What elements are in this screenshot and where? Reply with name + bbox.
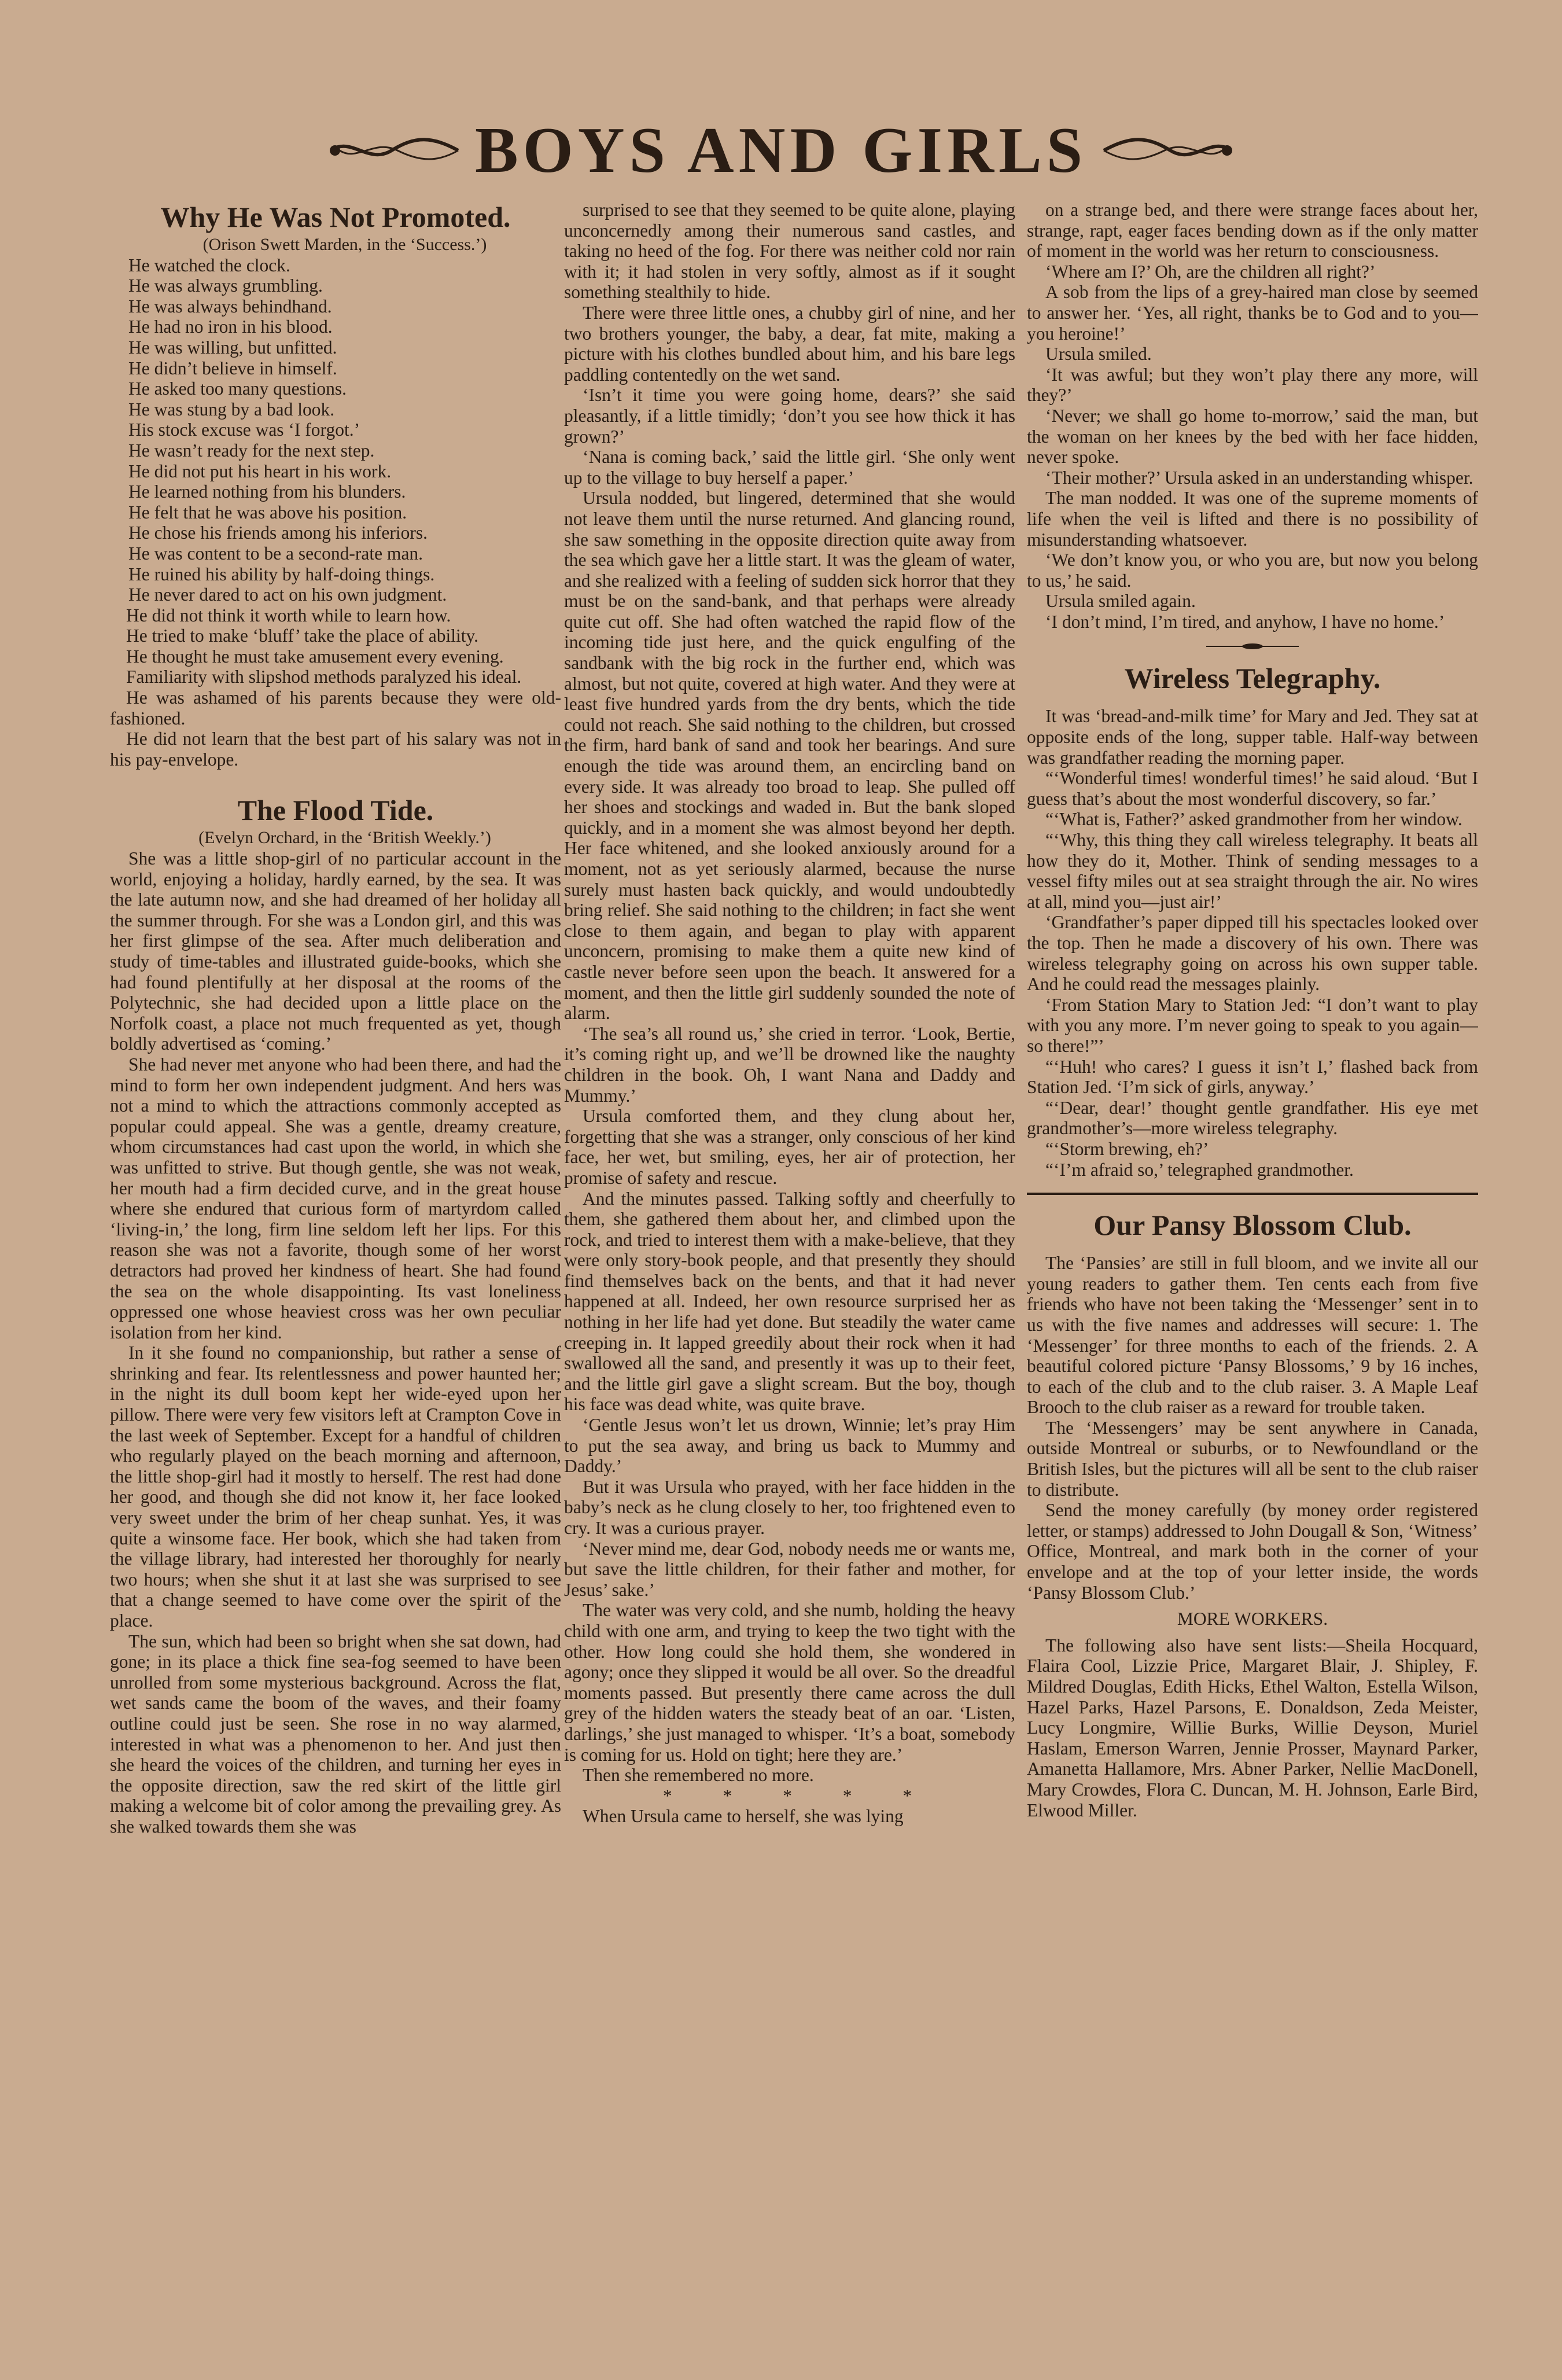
promoted-line: He had no iron in his blood. <box>128 317 333 337</box>
paragraph: ‘Isn’t it time you were going home, dears?’ she said pleasantly, if a little timidly; ‘don’t you see how thick it has grown?’ <box>564 385 1015 447</box>
promoted-list <box>110 255 561 770</box>
paragraph: When Ursula came to herself, she was lying <box>583 1806 904 1827</box>
paragraph: It was ‘bread-and-milk time’ for Mary and Jed. They sat at opposite ends of the long, supper table. Half-way between was grandfather reading the morning paper. <box>1027 706 1478 768</box>
promoted-line: He was content to be a second-rate man. <box>128 543 423 564</box>
paragraph: ‘Gentle Jesus won’t let us drown, Winnie; let’s pray Him to put the sea away, and bring us back to Mummy and Daddy.’ <box>564 1415 1015 1477</box>
wireless-body <box>1027 706 1478 1180</box>
paragraph: Ursula comforted them, and they clung about her, forgetting that she was a stranger, only conscious of her kind face, her wet, but smiling, eyes, her air of protection, her promise of safety and rescue. <box>564 1106 1015 1188</box>
column-2 <box>564 200 1015 2352</box>
paragraph: Send the money carefully (by money order registered letter, or stamps) addressed to John Dougall & Son, ‘Witness’ Office, Montreal, and mark both in the corner of your envelope and at the top of your letter inside, the words ‘Pansy Blossom Club.’ <box>1027 1500 1478 1603</box>
paragraph: Ursula smiled. <box>1045 344 1152 365</box>
masthead <box>231 113 1331 188</box>
paragraph: She had never met anyone who had been there, and had the mind to form her own independent judgment. And hers was not a mind to which the attractions commonly accepted as popular could appeal. She was a gentle, dreamy creature, whom circumstances had cast upon the world, in which she was unfitted to strive. But though gentle, she was not weak, her mouth had a firm decided curve, and in the great house where she endured that curious form of martyrdom called ‘living-in,’ the long, firm line seldom left her lips. For this reason she was not a favorite, though some of her worst detractors had proved her kindness of heart. She had found the sea on the whole disappointing. Its vast loneliness oppressed one whose heaviest cross was her own peculiar isolation from her kind. <box>110 1054 561 1342</box>
section-break-stars: * * * * * <box>662 1785 935 1806</box>
flood-tide-body-part-3 <box>1027 200 1478 632</box>
paragraph: Then she remembered no more. <box>583 1765 814 1786</box>
section-rule <box>1027 1193 1478 1195</box>
promoted-line: He thought he must take amusement every evening. <box>126 646 504 667</box>
promoted-line: Familiarity with slipshod methods paralyzed his ideal. <box>126 667 522 687</box>
paragraph: ‘From Station Mary to Station Jed: “I don’t want to play with you any more. I’m never going to speak to you again—so there!”’ <box>1027 994 1478 1056</box>
paragraph: She was a little shop-girl of no particular account in the world, enjoying a holiday, hardly earned, by the sea. It was the late autumn now, and she had dreamed of her holiday all the summer through. For she was a London girl, and this was her first glimpse of the sea. After much deliberation and study of time-tables and illustrated guide-books, which she had found plentifully at her disposal at the rooms of the Polytechnic, she had decided upon a little place on the Norfolk coast, a place not much frequented as yet, though boldly advertised as ‘coming.’ <box>110 848 561 1054</box>
promoted-line: He tried to make ‘bluff’ take the place of ability. <box>126 626 479 646</box>
article-title-flood-tide: The Flood Tide. <box>237 794 434 827</box>
byline-promoted: (Orison Swett Marden, in the ‘Success.’) <box>202 235 487 254</box>
column-1 <box>110 200 561 2352</box>
paragraph: ‘Where am I?’ Oh, are the children all right?’ <box>1045 261 1376 282</box>
promoted-line: He watched the clock. <box>128 255 290 275</box>
promoted-line: He was stung by a bad look. <box>128 399 335 420</box>
left-scroll-ornament <box>328 133 461 168</box>
promoted-line: He asked too many questions. <box>128 378 347 399</box>
pansy-club-body <box>1027 1253 1478 1603</box>
section-separator <box>1206 642 1299 650</box>
article-title-promoted: Why He Was Not Promoted. <box>160 201 511 233</box>
paragraph: In it she found no companionship, but rather a sense of shrinking and fear. Its relentlessness and power haunted her; in the night its dull boom kept her wide-eyed upon her pillow. There were very few visitors left at Crampton Cove in the last week of September. Except for a handful of children who regularly played on the beach morning and afternoon, the little shop-girl had it mostly to herself. The rest had done her good, and though she did not know it, her face looked very sweet under the brim of her cheap sunhat. Yes, it was quite a winsome face. Her book, which she had taken from the village library, had interested her thoroughly for nearly two hours; when she shut it at last she was surprised to see that a change seemed to have come over the spirit of the place. <box>110 1342 561 1631</box>
paragraph: ‘It was awful; but they won’t play there any more, will they?’ <box>1027 364 1478 406</box>
paragraph: “‘Wonderful times! wonderful times!’ he said aloud. ‘But I guess that’s about the most wonderful discovery, so far.’ <box>1027 768 1478 809</box>
promoted-line: He was willing, but unfitted. <box>128 337 337 358</box>
article-title-pansy-club: Our Pansy Blossom Club. <box>1093 1209 1412 1242</box>
paragraph: ‘Their mother?’ Ursula asked in an understanding whisper. <box>1045 467 1473 488</box>
paragraph: Ursula smiled again. <box>1045 591 1196 612</box>
article-title-wireless: Wireless Telegraphy. <box>1124 662 1381 695</box>
paragraph: surprised to see that they seemed to be quite alone, playing unconcernedly among their numerous sand castles, and taking no heed of the fog. For there was neither cold nor rain with it; it had stolen in very softly, almost as if it sought something stealthily to hide. <box>564 200 1015 303</box>
promoted-line: He was always grumbling. <box>128 275 323 296</box>
paragraph: The ‘Messengers’ may be sent anywhere in Canada, outside Montreal or suburbs, or to Newfoundland or the British Isles, but the pictures will all be sent to the club raiser to distribute. <box>1027 1417 1478 1500</box>
paragraph: ‘Never mind me, dear God, nobody needs me or wants me, but save the little children, for their father and mother, for Jesus’ sake.’ <box>564 1538 1015 1600</box>
column-3 <box>1027 200 1478 2352</box>
paragraph: The man nodded. It was one of the supreme moments of life when the veil is lifted and there is no possibility of misunderstanding whatsoever. <box>1027 488 1478 550</box>
paragraph: The ‘Pansies’ are still in full bloom, and we invite all our young readers to gather them. Ten cents each from five friends who have not been taking the ‘Messenger’ sent in to us with the five names and addresses will secure: 1. The ‘Messenger’ for three months to each of the friends. 2. A beautiful colored picture ‘Pansy Blossoms,’ 9 by 16 inches, to each of the club and to the club raiser. 3. A Maple Leaf Brooch to the club raiser as a reward for trouble taken. <box>1027 1253 1478 1418</box>
promoted-line: He wasn’t ready for the next step. <box>128 440 375 461</box>
paragraph: The water was very cold, and she numb, holding the heavy child with one arm, and trying to keep the two tight with the other. How long could she hold them, she wondered in agony; once they slipped it would be all over. So the dreadful moments passed. But presently there came across the dull grey of the hidden waters the steady beat of an oar. ‘Listen, darlings,’ she just managed to whisper. ‘It’s a boat, somebody is coming for us. Hold on tight; here they are.’ <box>564 1600 1015 1765</box>
more-workers-heading: MORE WORKERS. <box>1177 1609 1328 1629</box>
flood-tide-body-part-1 <box>110 848 561 1837</box>
promoted-line: He didn’t believe in himself. <box>128 358 337 378</box>
promoted-line: He learned nothing from his blunders. <box>128 481 406 502</box>
paragraph: “‘I’m afraid so,’ telegraphed grandmother. <box>1045 1159 1354 1180</box>
paragraph: ‘We don’t know you, or who you are, but now you belong to us,’ he said. <box>1027 550 1478 591</box>
promoted-line: He did not learn that the best part of his salary was not in his pay-envelope. <box>110 729 561 770</box>
promoted-line: He chose his friends among his inferiors. <box>128 523 428 543</box>
promoted-line: His stock excuse was ‘I forgot.’ <box>128 420 360 440</box>
paragraph: ‘Grandfather’s paper dipped till his spectacles looked over the top. Then he made a discovery of his own. There was wireless telegraphy going on across his own supper table. And he could read the messages plainly. <box>1027 912 1478 995</box>
paragraph: “‘Huh! who cares? I guess it isn’t I,’ flashed back from Station Jed. ‘I’m sick of girls, anyway.’ <box>1027 1056 1478 1098</box>
paragraph: ‘Nana is coming back,’ said the little girl. ‘She only went up to the village to buy herself a paper.’ <box>564 447 1015 488</box>
masthead-title: BOYS AND GIRLS <box>474 115 1088 186</box>
paragraph: “‘What is, Father?’ asked grandmother from her window. <box>1045 809 1462 830</box>
paragraph: ‘The sea’s all round us,’ she cried in terror. ‘Look, Bertie, it’s coming right up, and we’ll be drowned like the naughty children in the book. Oh, I want Nana and Daddy and Mummy.’ <box>564 1023 1015 1106</box>
paragraph: ‘I don’t mind, I’m tired, and anyhow, I have no home.’ <box>1045 611 1445 632</box>
promoted-line: He ruined his ability by half-doing things. <box>128 564 435 584</box>
flood-tide-body-part-2 <box>564 200 1015 1827</box>
promoted-line: He felt that he was above his position. <box>128 502 407 523</box>
workers-list-paragraph: The following also have sent lists:—Sheila Hocquard, Flaira Cool, Lizzie Price, Margaret Blair, J. Shipley, F. Mildred Douglas, Edith Hicks, Ethel Walton, Estella Wilson, Hazel Parks, Hazel Parsons, E. Donaldson, Zeda Meister, Lucy Longmire, Willie Burks, Willie Deyson, Muriel Haslam, Emerson Warren, Jennie Prosser, Maynard Parker, Amanetta Hallamore, Mrs. Abner Parker, Nellie MacDonell, Mary Crowdes, Flora C. Duncan, M. H. Johnson, Earle Bird, Elwood Miller. <box>1027 1635 1478 1820</box>
right-scroll-ornament <box>1101 133 1234 168</box>
paragraph: Ursula nodded, but lingered, determined that she would not leave them until the nurse returned. And glancing round, she saw something in the opposite direction quite away from the sea which gave her a little start. It was the gleam of water, and she realized with a feeling of sudden sick horror that they must be on the sand-bank, and that perhaps were already quite cut off. She had often watched the rapid flow of the incoming tide just here, and the quick engulfing of the sandbank with the big rock in the further end, which was almost, but not quite, covered at high water. And they were at least five hundred yards from the dry bents, which the tide could not reach. She said nothing to the children, but crossed the firm, hard bank of sand and took her bearings. And sure enough the tide was around them, an encircling band on every side. It was already too broad to leap. She pulled off her shoes and stockings and waded in. But the bank sloped quickly, and in a moment she was almost beyond her depth. Her face whitened, and she looked anxiously around for a moment, not as yet seriously alarmed, because the nurse surely must hasten back quickly, and would undoubtedly bring relief. She said nothing to the children; in fact she went close to them again, and began to play with apparent unconcern, promising to make them a quite new kind of castle never before seen upon the beach. It answered for a moment, and then the little girl suddenly sounded the note of alarm. <box>564 488 1015 1024</box>
byline-flood-tide: (Evelyn Orchard, in the ‘British Weekly.’) <box>198 828 491 848</box>
paragraph: “‘Dear, dear!’ thought gentle grandfather. His eye met grandmother’s—more wireless telegraphy. <box>1027 1097 1478 1139</box>
paragraph: There were three little ones, a chubby girl of nine, and her two brothers younger, the baby, a dear, fat mite, making a picture with his clothes bundled about him, and his bare legs paddling contentedly on the wet sand. <box>564 302 1015 385</box>
promoted-line: He did not think it worth while to learn how. <box>126 605 451 626</box>
paragraph: And the minutes passed. Talking softly and cheerfully to them, she gathered them about her, and climbed upon the rock, and tried to interest them with a make-believe, that they were only story-book people, and that presently they should find themselves back on the bents, and that it had never happened at all. Indeed, her own resource surprised her as nothing in her life had yet done. But steadily the water came creeping in. It lapped greedily about their rock when it had swallowed all the sand, and presently it was up to their feet, and the little girl gave a slight scream. But the boy, though his face was dead white, was quite brave. <box>564 1188 1015 1415</box>
paragraph: “‘Why, this thing they call wireless telegraphy. It beats all how they do it, Mother. Think of sending messages to a vessel fifty miles out at sea straight through the air. No wires at all, mind you—just air!’ <box>1027 830 1478 912</box>
promoted-line: He was ashamed of his parents because they were old-fashioned. <box>110 687 561 729</box>
paragraph: on a strange bed, and there were strange faces about her, strange, rapt, eager faces bending down as if the only matter of moment in the world was her return to consciousness. <box>1027 200 1478 262</box>
promoted-line: He never dared to act on his own judgment. <box>128 584 447 605</box>
paragraph: The sun, which had been so bright when she sat down, had gone; in its place a thick fine sea-fog seemed to have been unrolled from some mysterious background. Across the flat, wet sands came the boom of the waves, and their foamy outline could just be seen. She rose in no way alarmed, interested in what was a phenomenon to her. And just then she heard the voices of the children, and turning her eyes in the opposite direction, saw the red skirt of the little girl making a welcome bit of color among the prevailing grey. As she walked towards them she was <box>110 1631 561 1837</box>
paragraph: ‘Never; we shall go home to-morrow,’ said the man, but the woman on her knees by the bed with her face hidden, never spoke. <box>1027 405 1478 468</box>
paragraph: A sob from the lips of a grey-haired man close by seemed to answer her. ‘Yes, all right, thanks be to God and to you—you heroine!’ <box>1027 282 1478 344</box>
promoted-line: He was always behindhand. <box>128 296 332 317</box>
paragraph: But it was Ursula who prayed, with her face hidden in the baby’s neck as he clung closely to her, too frightened even to cry. It was a curious prayer. <box>564 1476 1015 1538</box>
promoted-line: He did not put his heart in his work. <box>128 461 392 481</box>
paragraph: “‘Storm brewing, eh?’ <box>1045 1138 1209 1159</box>
